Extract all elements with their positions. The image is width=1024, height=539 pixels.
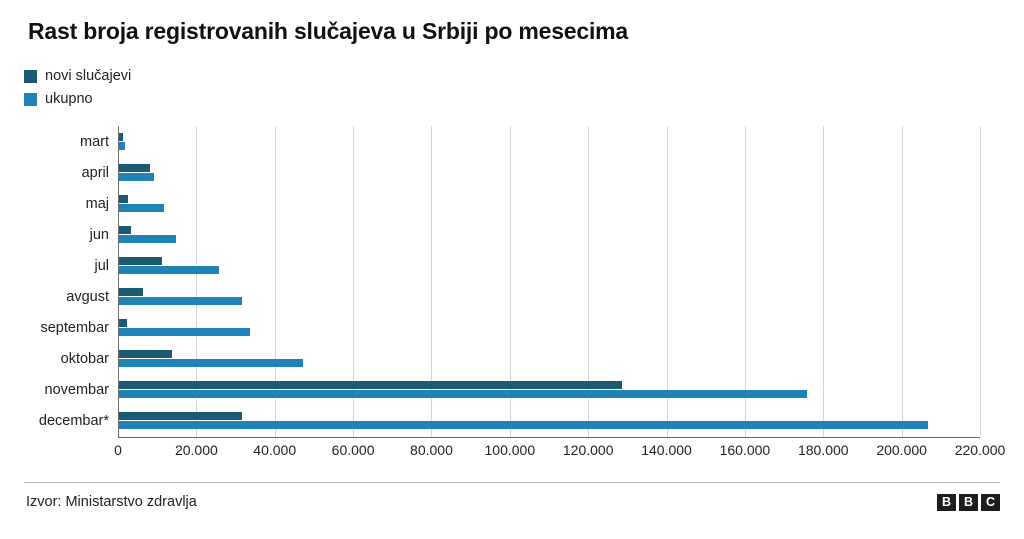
bar-novi-slucajevi [119, 133, 123, 141]
y-axis-category-label: maj [85, 195, 109, 212]
chart-row [80, 126, 980, 157]
chart-row [66, 282, 980, 313]
chart-row [40, 313, 980, 344]
x-axis-tick-label: 120.000 [562, 442, 614, 458]
bar-ukupno [119, 266, 219, 274]
bar-novi-slucajevi [119, 319, 127, 327]
x-axis-tick-label: 140.000 [641, 442, 692, 458]
y-axis-category-label: jun [89, 226, 109, 243]
bar-ukupno [119, 204, 164, 212]
bar-novi-slucajevi [119, 226, 131, 234]
x-axis-tick-label: 220.000 [954, 442, 1006, 458]
bar-ukupno [119, 328, 250, 336]
bbc-logo-letter: C [981, 494, 1000, 511]
chart-row [38, 406, 980, 437]
plot-area [38, 126, 1006, 458]
bar-novi-slucajevi [119, 350, 172, 358]
legend-label: novi slučajevi [45, 68, 132, 84]
x-axis-tick-label: 0 [114, 442, 122, 458]
x-axis-tick-label: 160.000 [719, 442, 771, 458]
x-axis-line [118, 437, 980, 438]
x-axis-tick-label: 100.000 [484, 442, 536, 458]
bar-novi-slucajevi [119, 288, 143, 296]
chart-row [89, 219, 980, 250]
x-axis-tick-label: 80.000 [410, 442, 453, 458]
y-axis-category-label: avgust [66, 289, 109, 306]
legend-swatch-icon [24, 93, 37, 106]
x-axis-tick-label: 20.000 [174, 442, 218, 458]
bar-ukupno [119, 235, 176, 243]
bar-novi-slucajevi [119, 164, 150, 172]
bbc-logo [937, 494, 1000, 511]
source-note: Izvor: Ministarstvo zdravlja [26, 494, 197, 510]
chart-row [60, 344, 980, 375]
y-axis-category-label: jul [94, 257, 109, 274]
page-title: Rast broja registrovanih slučajeva u Srbiji po mesecima [28, 18, 629, 44]
x-axis-tick-label: 180.000 [797, 442, 849, 458]
legend-item-novi-slucajevi [24, 66, 131, 86]
y-axis-category-label: april [81, 164, 109, 181]
x-axis-tick-label: 200.000 [876, 442, 927, 458]
bar-novi-slucajevi [119, 257, 162, 265]
chart-row [44, 375, 980, 406]
bar-ukupno [119, 359, 303, 367]
bar-ukupno [119, 173, 154, 181]
x-axis-tick-label: 40.000 [253, 442, 297, 458]
legend-swatch-icon [24, 70, 37, 83]
gridline [980, 126, 981, 437]
legend-label: ukupno [45, 91, 93, 107]
bar-novi-slucajevi [119, 412, 242, 420]
chart-row [94, 250, 980, 281]
y-axis-category-label: oktobar [60, 351, 109, 368]
x-axis-tick-label: 60.000 [331, 442, 375, 458]
chart-row [81, 157, 980, 188]
bar-ukupno [119, 297, 242, 305]
y-axis-category-label: septembar [40, 320, 109, 337]
bar-ukupno [119, 421, 928, 429]
bbc-logo-letter: B [959, 494, 978, 511]
bar-novi-slucajevi [119, 195, 128, 203]
y-axis-category-label: novembar [44, 382, 109, 399]
y-axis-category-label: decembar* [38, 413, 109, 430]
bar-ukupno [119, 142, 125, 150]
legend-item-ukupno [24, 89, 131, 109]
bar-novi-slucajevi [119, 381, 622, 389]
bbc-logo-letter: B [937, 494, 956, 511]
bar-ukupno [119, 390, 807, 398]
footer-divider [24, 482, 1000, 483]
chart-row [85, 188, 980, 219]
chart-legend [24, 66, 131, 112]
y-axis-category-label: mart [80, 133, 109, 150]
